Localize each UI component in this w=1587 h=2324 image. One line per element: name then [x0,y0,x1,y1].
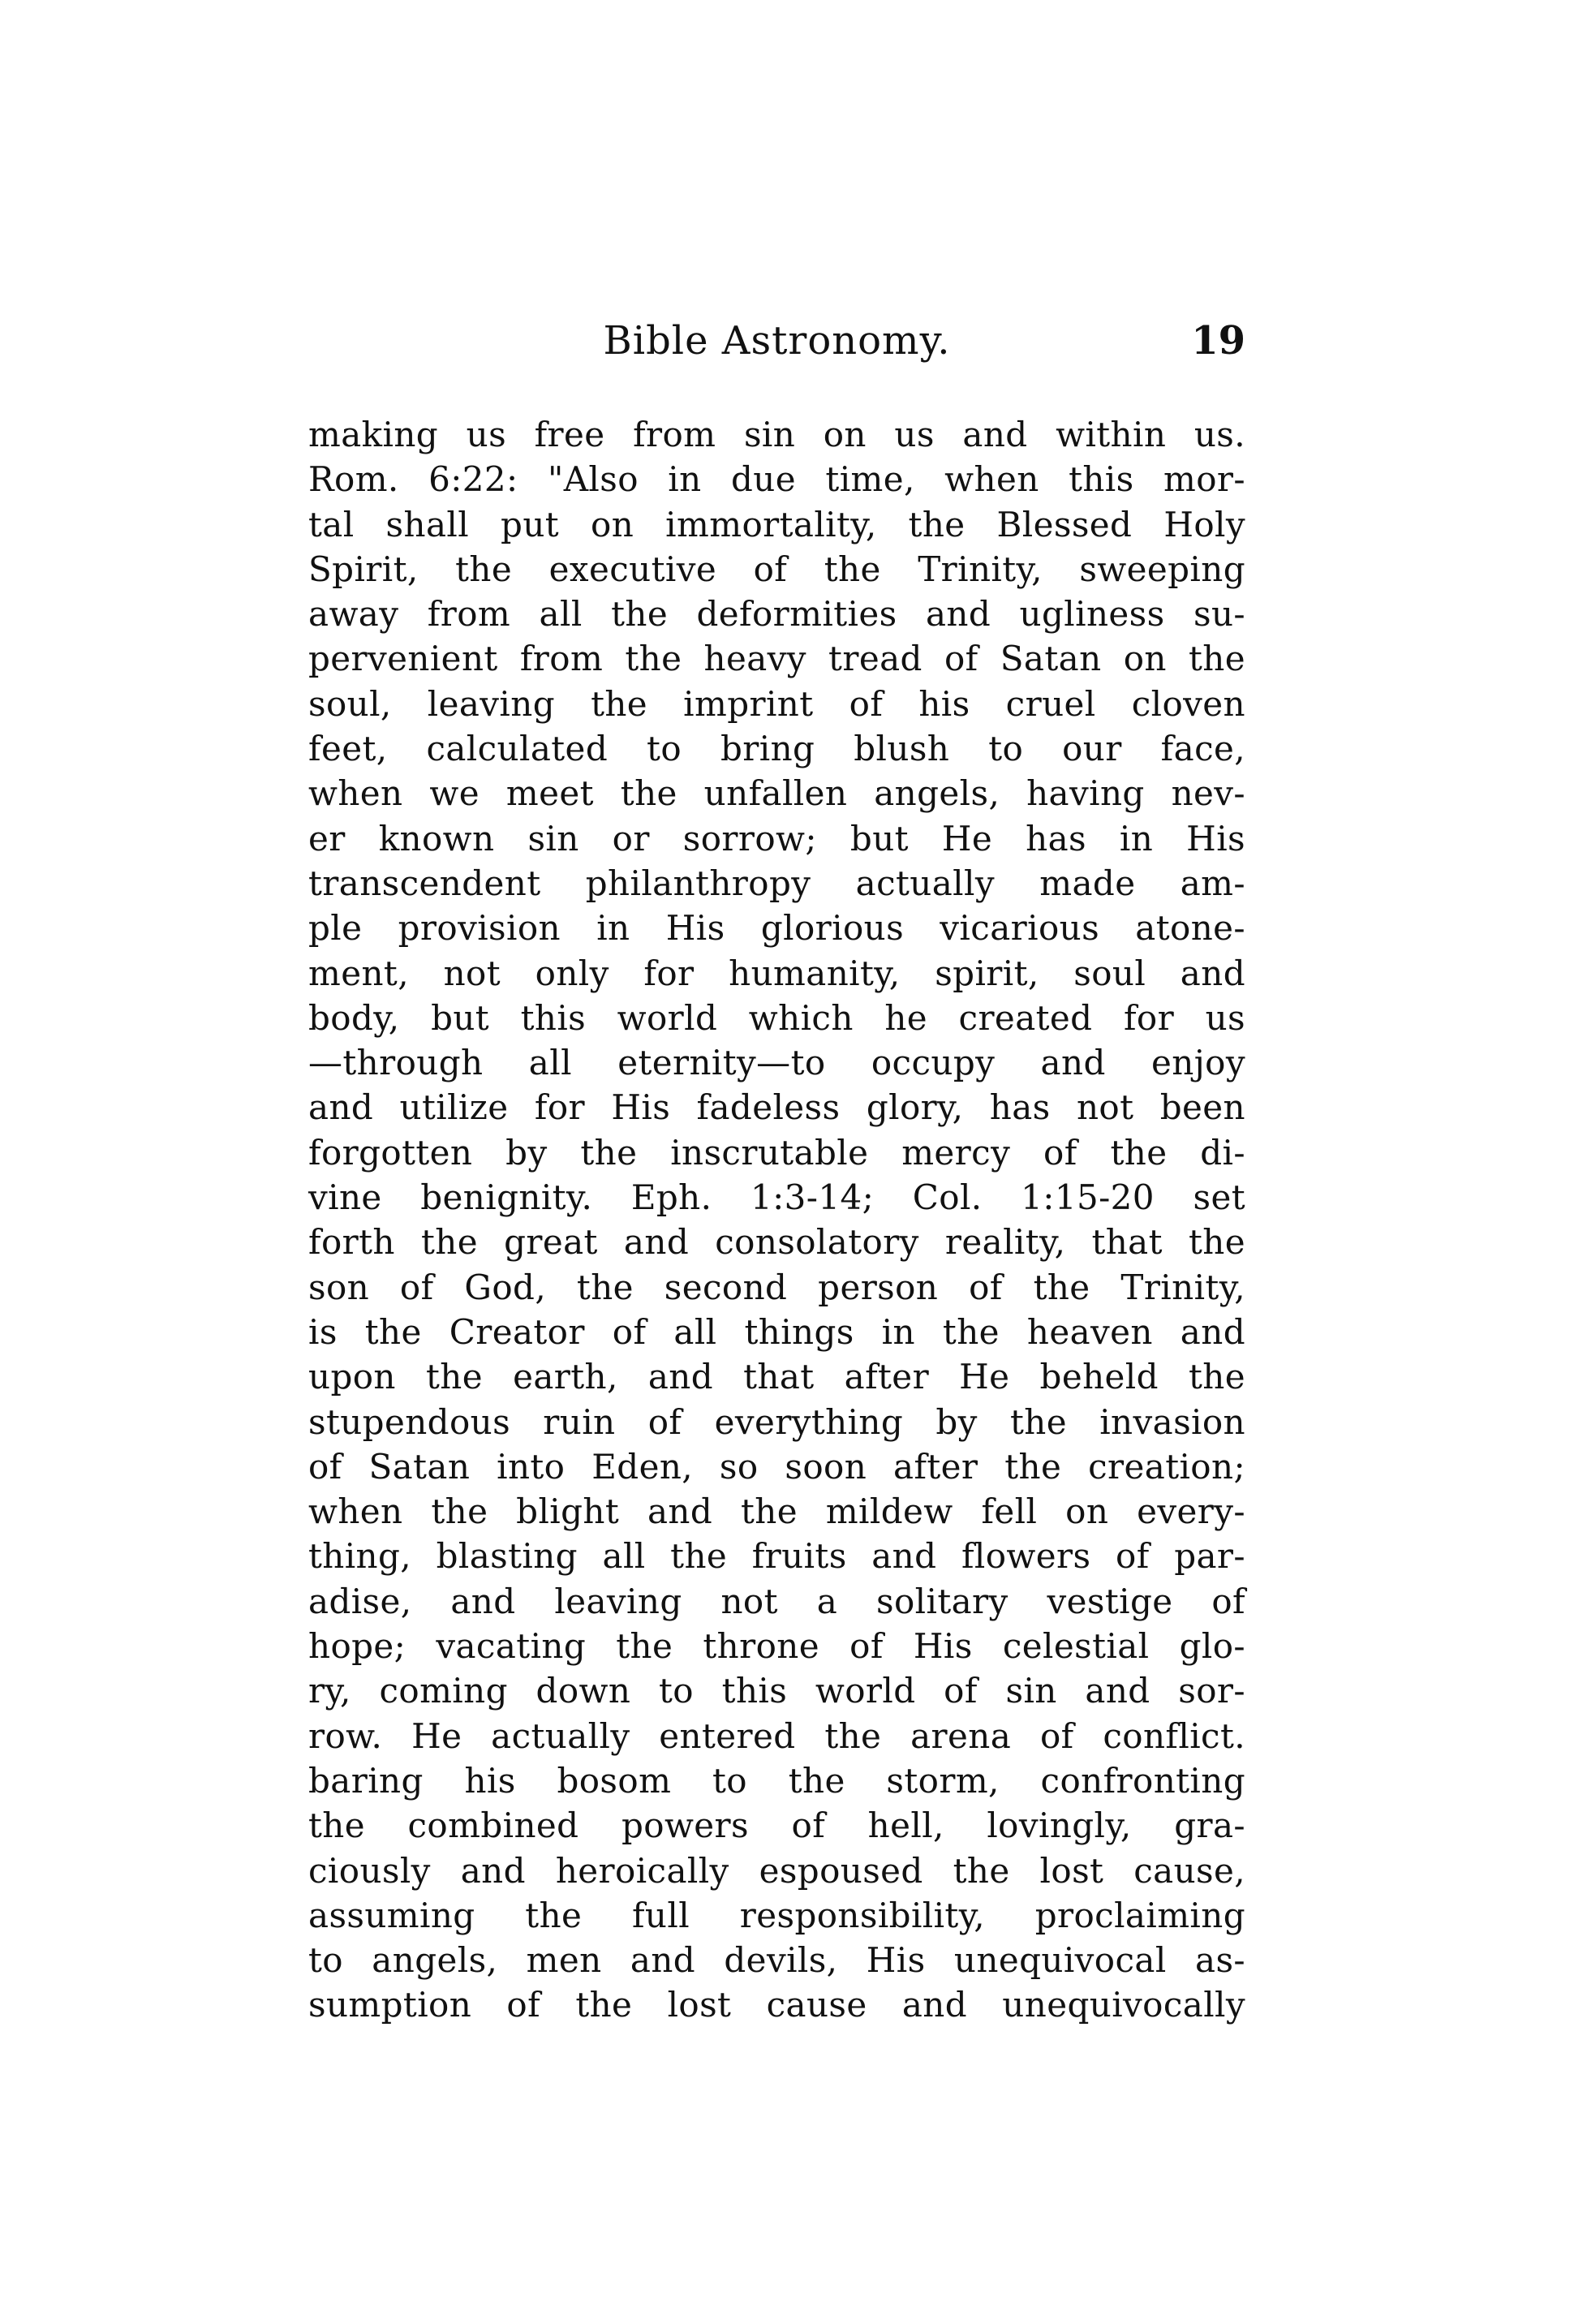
text-line: the combined powers of hell, lovingly, gra- [308,1805,1245,1846]
text-line: Rom. 6:22: "Also in due time, when this mor- [308,459,1245,500]
text-line: when the blight and the mildew fell on every- [308,1491,1245,1532]
text-line: stupendous ruin of everything by the invasion [308,1401,1245,1442]
text-line: away from all the deformities and ugliness su- [308,594,1245,635]
text-line: of Satan into Eden, so soon after the creation; [308,1446,1245,1487]
text-line: thing, blasting all the fruits and flowers of par- [308,1536,1245,1577]
text-line: and utilize for His fadeless glory, has not been [308,1087,1245,1128]
running-head [308,312,1245,369]
text-line: to angels, men and devils, His unequivocal as- [308,1940,1245,1981]
text-line: ple provision in His glorious vicarious atone- [308,908,1245,949]
text-line: Spirit, the executive of the Trinity, sweeping [308,549,1245,589]
text-line: soul, leaving the imprint of his cruel cloven [308,683,1245,724]
text-line: assuming the full responsibility, proclaiming [308,1895,1245,1935]
text-line: tal shall put on immortality, the Blessed Holy [308,504,1245,544]
text-line: ment, not only for humanity, spirit, soul and [308,953,1245,993]
text-line: making us free from sin on us and within us. [308,415,1245,454]
body-text [308,412,1245,2028]
text-line: when we meet the unfallen angels, having nev- [308,773,1245,814]
text-line: row. He actually entered the arena of conflict. [308,1715,1245,1756]
text-line: upon the earth, and that after He beheld the [308,1357,1245,1397]
text-line: feet, calculated to bring blush to our face, [308,729,1245,769]
text-line: pervenient from the heavy tread of Satan on the [308,639,1245,679]
text-line: vine benignity. Eph. 1:3-14; Col. 1:15-20 set [308,1177,1245,1218]
text-line: ciously and heroically espoused the lost cause, [308,1850,1245,1891]
text-line: transcendent philanthropy actually made am- [308,863,1245,903]
text-line: is the Creator of all things in the heaven and [308,1311,1245,1352]
text-line: adise, and leaving not a solitary vestige of [308,1581,1245,1621]
page-number: 19 [1191,318,1245,364]
text-line: son of God, the second person of the Trinity, [308,1267,1245,1307]
text-line: forth the great and consolatory reality, that the [308,1222,1245,1263]
text-line: er known sin or sorrow; but He has in His [308,818,1245,859]
running-title: Bible Astronomy. [603,318,951,364]
text-line: body, but this world which he created for us [308,997,1245,1038]
text-line: —through all eternity—to occupy and enjoy [308,1043,1245,1083]
text-line: forgotten by the inscrutable mercy of the di- [308,1132,1245,1173]
text-line: ry, coming down to this world of sin and sor- [308,1671,1245,1711]
text-line: sumption of the lost cause and unequivocally [308,1985,1245,2025]
text-line: hope; vacating the throne of His celestial glo- [308,1626,1245,1667]
text-line: baring his bosom to the storm, confronting [308,1760,1245,1801]
